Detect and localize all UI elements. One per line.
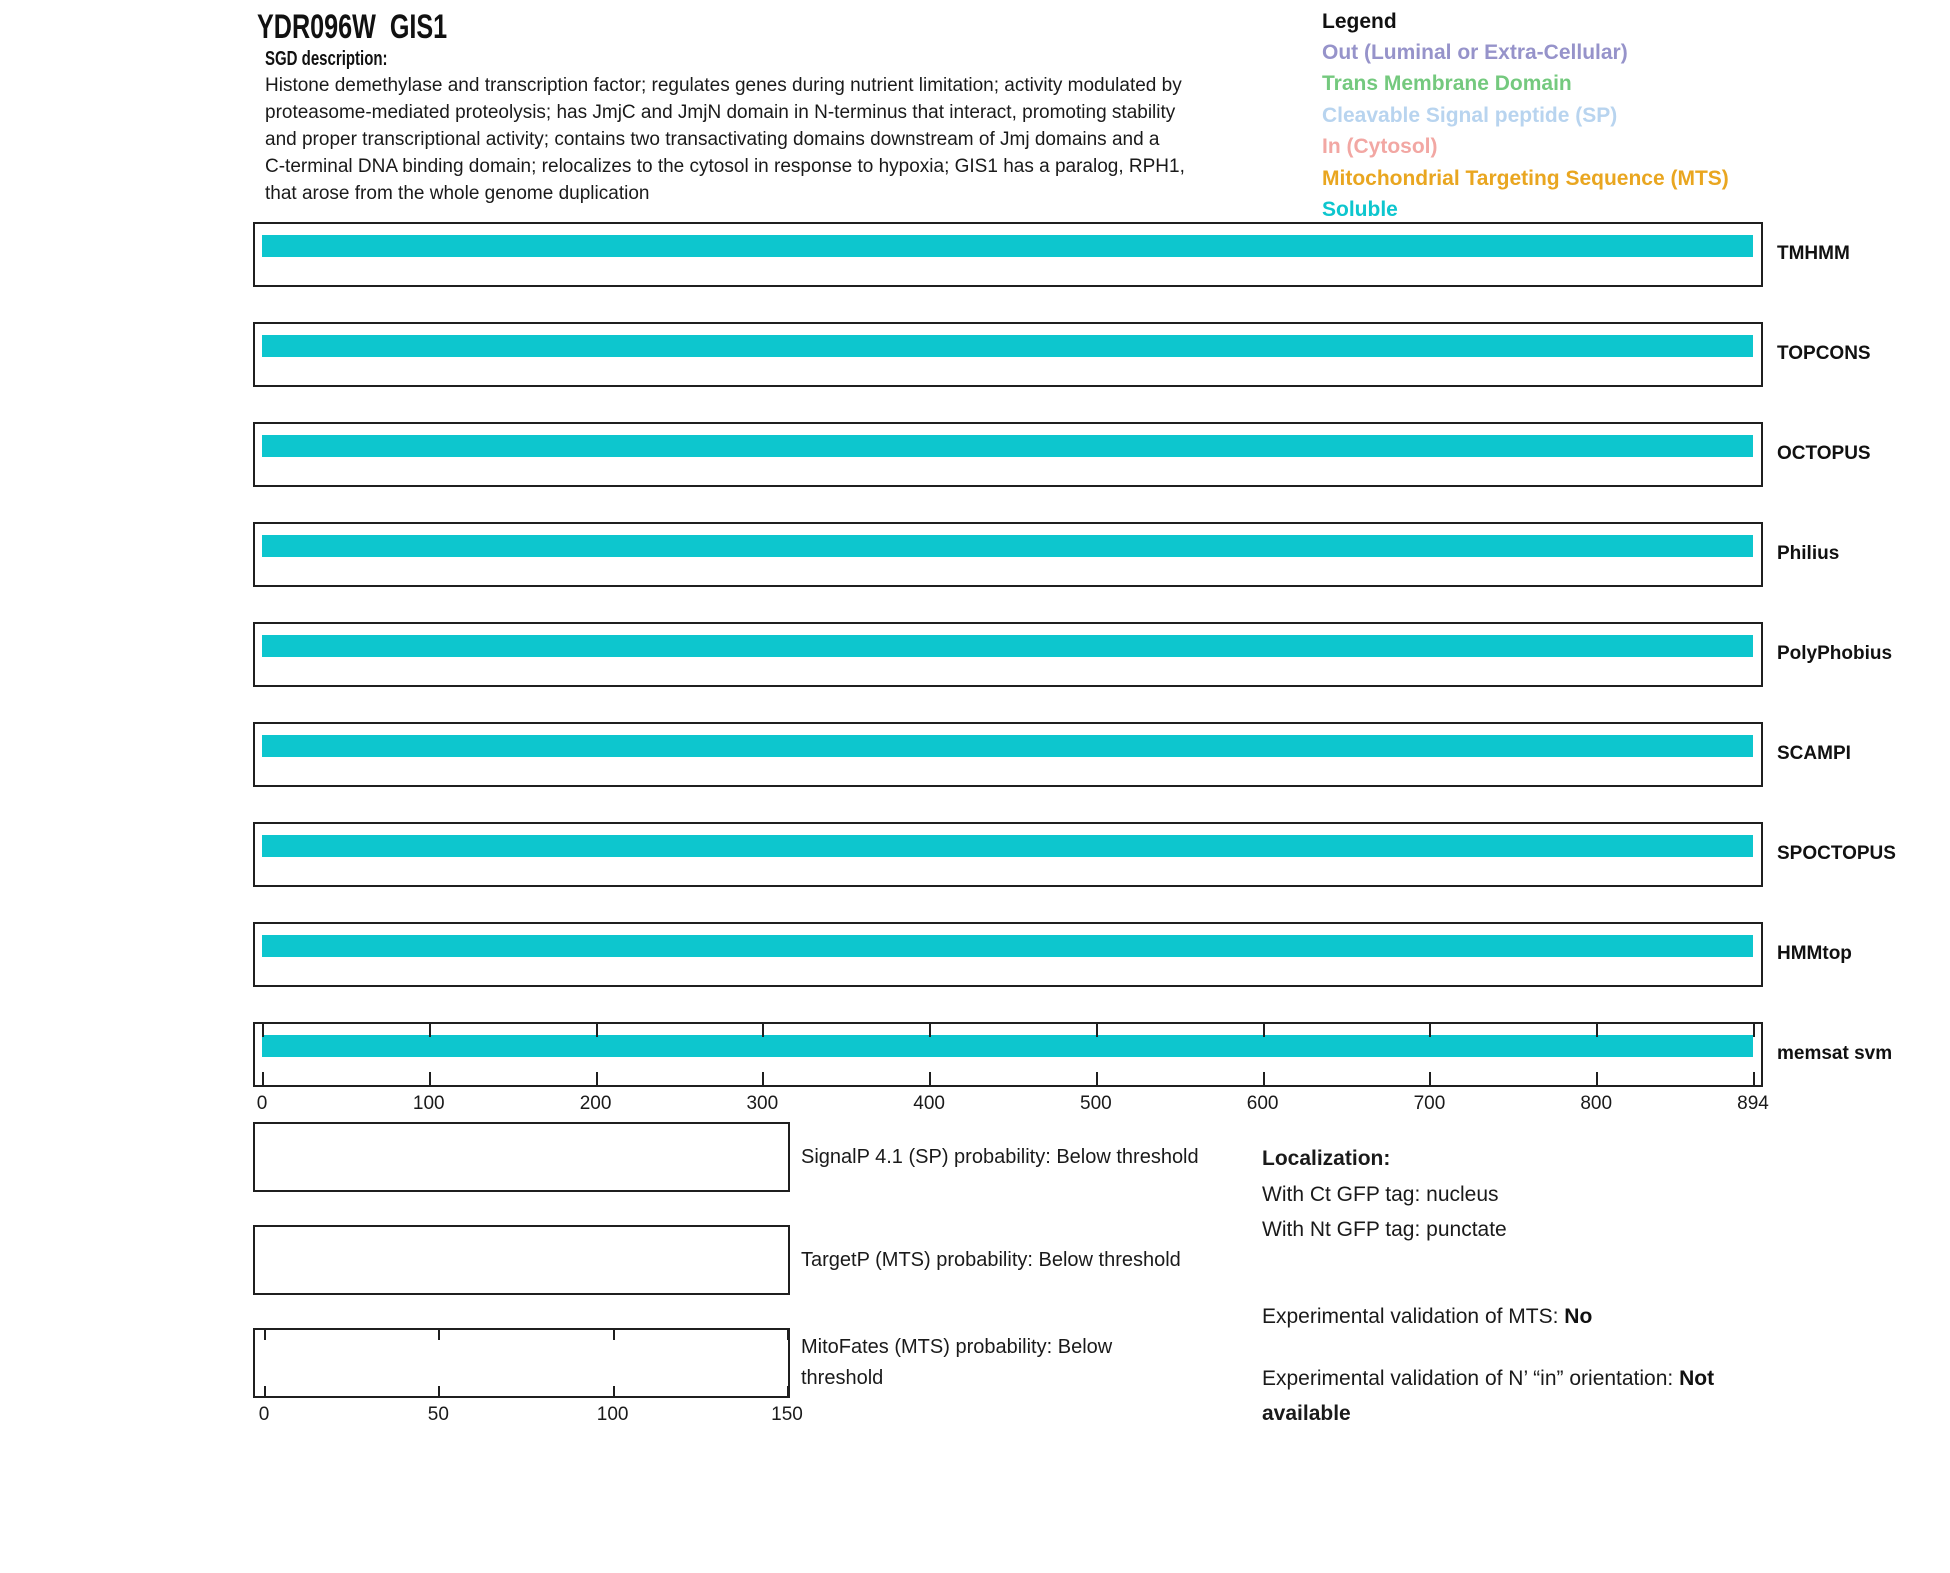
track-bar-soluble	[262, 935, 1753, 957]
experimental-validation-mts-text: Experimental validation of MTS:	[1262, 1305, 1565, 1328]
track-bar-soluble	[262, 1035, 1753, 1057]
residue-axis-tick	[1753, 1072, 1755, 1085]
track-box-topcons	[253, 322, 1763, 387]
prob-label-line: TargetP (MTS) probability: Below threshold	[801, 1248, 1181, 1271]
prob-axis-tick-label: 150	[771, 1404, 803, 1425]
residue-axis-tick-label: 300	[746, 1093, 779, 1114]
track-bar-soluble	[262, 735, 1753, 757]
track-box-polyphobius	[253, 622, 1763, 687]
track-label-hmmtop: HMMtop	[1777, 943, 1852, 964]
track-bar-soluble	[262, 335, 1753, 357]
residue-axis-tick	[596, 1024, 598, 1037]
residue-axis-tick-label: 800	[1580, 1093, 1613, 1114]
prob-axis-tick	[787, 1330, 789, 1340]
prob-axis-tick-label: 50	[427, 1404, 449, 1425]
track-label-topcons: TOPCONS	[1777, 343, 1871, 364]
prob-axis-tick-label: 100	[596, 1404, 629, 1425]
residue-axis-tick-label: 100	[412, 1093, 445, 1114]
residue-axis-tick	[1596, 1072, 1598, 1085]
residue-axis-tick	[262, 1072, 264, 1085]
track-box-philius	[253, 522, 1763, 587]
prob-label-line: SignalP 4.1 (SP) probability: Below threshold	[801, 1145, 1199, 1168]
legend-item-sp: Cleavable Signal peptide (SP)	[1322, 103, 1618, 127]
localization-header: Localization:	[1262, 1147, 1391, 1170]
sgd-description-line: Histone demethylase and transcription factor; regulates genes during nutrient limitation; activity modulated by	[265, 75, 1182, 96]
residue-axis-tick-label: 500	[1080, 1093, 1112, 1114]
sgd-description-line: that arose from the whole genome duplication	[265, 183, 650, 204]
experimental-validation-nt-value-1: Not	[1679, 1367, 1715, 1390]
prob-label-line: threshold	[801, 1367, 884, 1389]
track-label-tmhmm: TMHMM	[1777, 243, 1850, 264]
legend-item-out: Out (Luminal or Extra-Cellular)	[1322, 41, 1628, 64]
prob-axis-tick	[438, 1330, 440, 1340]
prob-axis-tick	[613, 1386, 615, 1396]
track-box-scampi	[253, 722, 1763, 787]
sgd-description-line: C-terminal DNA binding domain; relocalizes to the cytosol in response to hypoxia; GIS1 has a paralog, RPH1,	[265, 156, 1185, 177]
prob-axis-tick	[787, 1386, 789, 1396]
track-label-polyphobius: PolyPhobius	[1777, 643, 1893, 664]
residue-axis-tick-label: 400	[913, 1093, 945, 1114]
track-label-memsat-svm: memsat svm	[1777, 1043, 1893, 1064]
residue-axis-tick-label: 600	[1246, 1093, 1279, 1114]
prob-label-line: MitoFates (MTS) probability: Below	[801, 1336, 1113, 1358]
experimental-validation-nt	[1262, 1367, 1714, 1391]
sgd-description-heading: SGD description:	[265, 48, 388, 70]
residue-axis-tick	[1429, 1024, 1431, 1037]
track-bar-soluble	[262, 435, 1753, 457]
track-box-spoctopus	[253, 822, 1763, 887]
residue-axis-tick	[596, 1072, 598, 1085]
track-bar-soluble	[262, 635, 1753, 657]
prob-label-mitofates	[801, 1328, 1271, 1398]
track-bar-soluble	[262, 235, 1753, 257]
prob-box-mitofates	[253, 1328, 790, 1398]
residue-axis-tick	[1263, 1024, 1265, 1037]
experimental-validation-mts-value: No	[1564, 1305, 1593, 1328]
sgd-description-line: and proper transcriptional activity; contains two transactivating domains downstream of Jmj domains and a	[265, 129, 1160, 150]
localization-nt-gfp: With Nt GFP tag: punctate	[1262, 1218, 1507, 1241]
residue-axis-tick-label: 700	[1413, 1093, 1446, 1114]
track-box-hmmtop	[253, 922, 1763, 987]
prob-axis-tick	[264, 1330, 266, 1340]
prob-label-signalp	[801, 1122, 1271, 1192]
legend-item-mts: Mitochondrial Targeting Sequence (MTS)	[1322, 166, 1729, 190]
legend-item-in: In (Cytosol)	[1322, 135, 1438, 159]
residue-axis-tick	[262, 1024, 264, 1037]
experimental-validation-nt-value-2: available	[1262, 1402, 1351, 1425]
experimental-validation-nt-text: Experimental validation of N’ “in” orientation:	[1262, 1367, 1680, 1390]
localization-ct-gfp: With Ct GFP tag: nucleus	[1262, 1183, 1499, 1206]
prob-box-targetp	[253, 1225, 790, 1295]
prob-axis-tick	[438, 1386, 440, 1396]
prob-axis-tick	[613, 1330, 615, 1340]
track-box-tmhmm	[253, 222, 1763, 287]
prob-box-signalp	[253, 1122, 790, 1192]
page-title: YDR096W GIS1	[257, 8, 448, 46]
residue-axis-tick	[1263, 1072, 1265, 1085]
residue-axis-tick-label: 894	[1737, 1093, 1769, 1114]
residue-axis-tick-label: 200	[579, 1093, 612, 1114]
track-label-scampi: SCAMPI	[1777, 743, 1851, 764]
prob-axis-tick	[264, 1386, 266, 1396]
residue-axis-tick	[762, 1072, 764, 1085]
residue-axis-tick	[429, 1072, 431, 1085]
residue-axis-tick	[762, 1024, 764, 1037]
legend-item-tm: Trans Membrane Domain	[1322, 72, 1572, 96]
track-label-octopus: OCTOPUS	[1777, 443, 1871, 464]
legend-title: Legend	[1322, 10, 1397, 33]
residue-axis-tick	[1429, 1072, 1431, 1085]
residue-axis-tick	[1596, 1024, 1598, 1037]
residue-axis-tick	[1753, 1024, 1755, 1037]
residue-axis-tick	[1096, 1072, 1098, 1085]
residue-axis-tick	[429, 1024, 431, 1037]
residue-axis-tick-label: 0	[256, 1093, 268, 1114]
track-label-philius: Philius	[1777, 543, 1840, 564]
experimental-validation-mts	[1262, 1305, 1592, 1329]
legend-item-soluble: Soluble	[1322, 198, 1398, 222]
residue-axis-tick	[929, 1072, 931, 1085]
track-bar-soluble	[262, 535, 1753, 557]
residue-axis-tick	[1096, 1024, 1098, 1037]
track-box-octopus	[253, 422, 1763, 487]
track-box-memsat-svm	[253, 1022, 1763, 1087]
prob-axis-tick-label: 0	[258, 1404, 270, 1425]
legend	[1322, 6, 1729, 225]
residue-axis-tick	[929, 1024, 931, 1037]
track-bar-soluble	[262, 835, 1753, 857]
prob-label-targetp	[801, 1225, 1271, 1295]
sgd-description-line: proteasome-mediated proteolysis; has JmjC and JmjN domain in N-terminus that interact, promoting stability	[265, 102, 1176, 123]
track-label-spoctopus: SPOCTOPUS	[1777, 843, 1896, 864]
sgd-description-text	[265, 72, 1185, 207]
